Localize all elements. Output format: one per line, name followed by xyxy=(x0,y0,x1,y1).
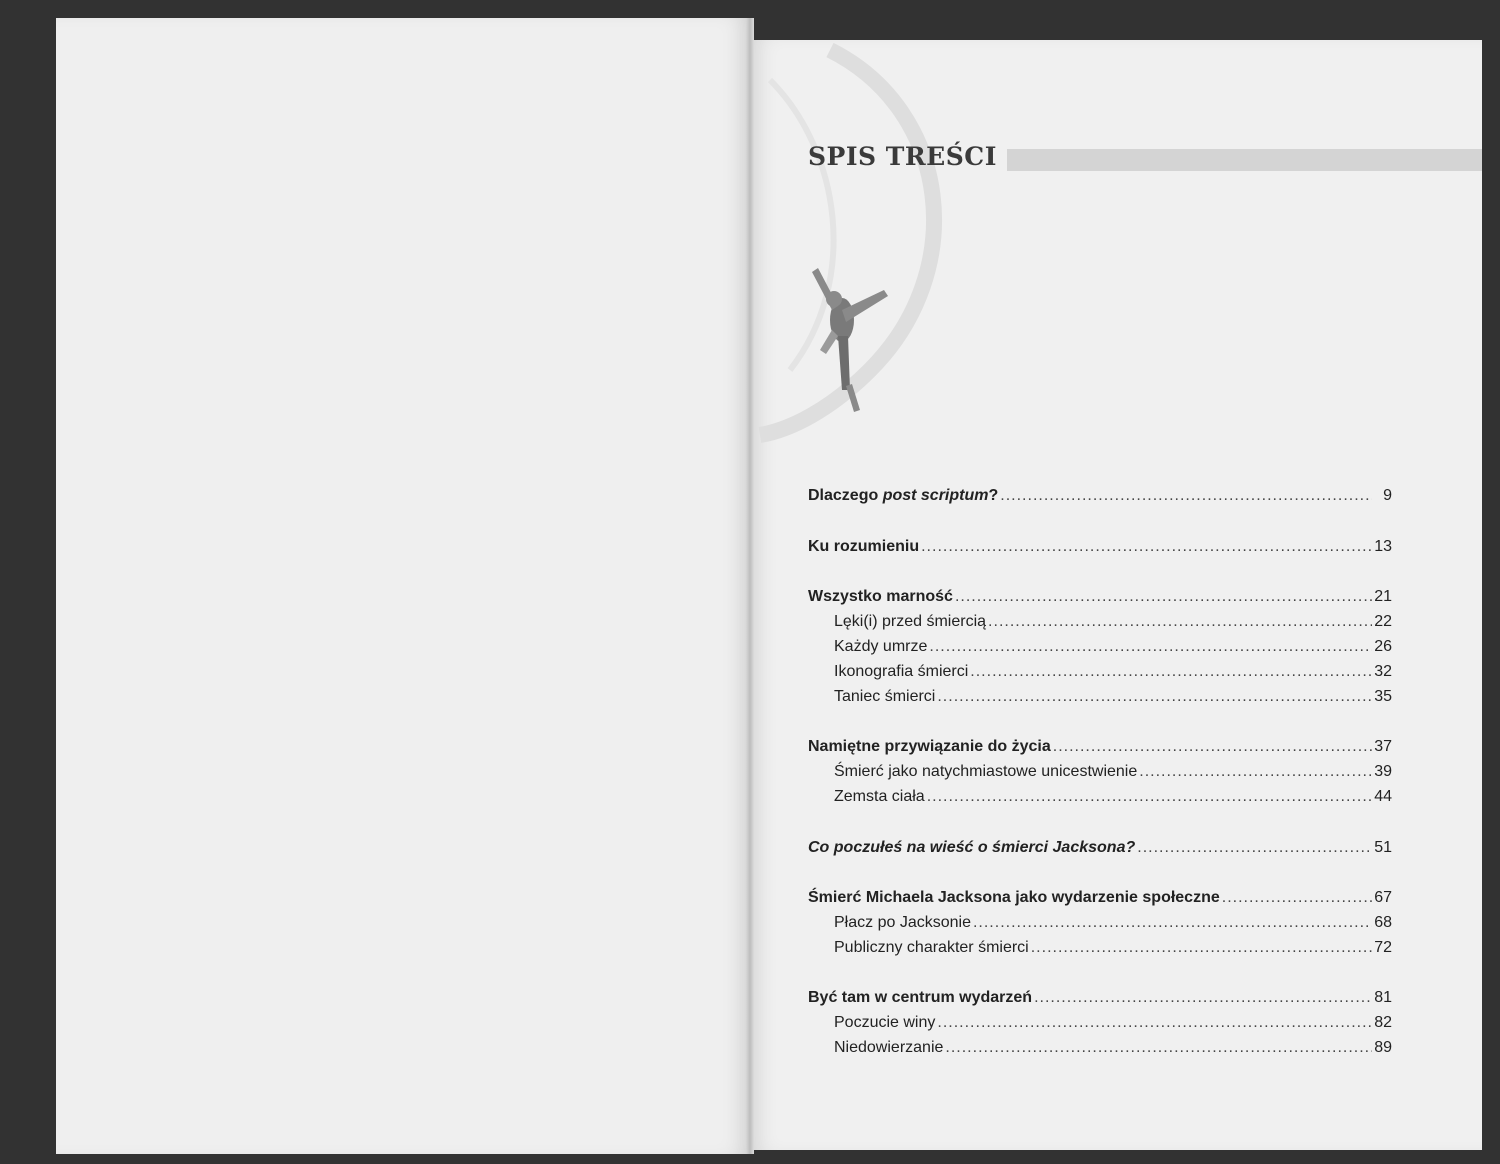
toc-subentry xyxy=(834,760,1392,784)
toc-entry-page: 37 xyxy=(1374,738,1392,755)
leader-dots xyxy=(1137,836,1372,860)
leader-dots xyxy=(937,1011,1372,1035)
leader-dots xyxy=(1034,986,1372,1010)
toc-subentry xyxy=(834,911,1392,935)
toc-entry-page: 72 xyxy=(1374,939,1392,956)
toc-entry xyxy=(808,735,1392,759)
toc-entry-page: 13 xyxy=(1374,538,1392,555)
toc-entry-page: 26 xyxy=(1374,638,1392,655)
toc-entry-page: 35 xyxy=(1374,688,1392,705)
toc-entry-title: Namiętne przywiązanie do życia xyxy=(808,738,1051,755)
toc-subentry xyxy=(834,610,1392,634)
toc-entry-page: 22 xyxy=(1374,613,1392,630)
page-title: SPIS TREŚCI xyxy=(808,142,997,171)
toc-subentry xyxy=(834,660,1392,684)
left-blank-page xyxy=(56,18,750,1154)
toc-entry-title: Dlaczego post scriptum? xyxy=(808,487,999,504)
leader-dots xyxy=(929,635,1372,659)
toc-entry-page: 82 xyxy=(1374,1014,1392,1031)
dancer-arc-illustration xyxy=(750,40,1010,480)
toc-entry-title: Być tam w centrum wydarzeń xyxy=(808,989,1033,1006)
toc-subentry xyxy=(834,1036,1392,1060)
toc-entry-page: 39 xyxy=(1374,763,1392,780)
toc-entry-title: Każdy umrze xyxy=(834,638,928,655)
toc-entry-title: Lęki(i) przed śmiercią xyxy=(834,613,987,630)
toc-subentry xyxy=(834,635,1392,659)
leader-dots xyxy=(988,610,1372,634)
dancer-figure xyxy=(812,268,888,412)
leader-dots xyxy=(970,660,1372,684)
toc-entry-page: 81 xyxy=(1374,989,1392,1006)
toc-entry-title: Śmierć Michaela Jacksona jako wydarzenie społeczne xyxy=(808,889,1220,906)
toc-entry-title: Ku rozumieniu xyxy=(808,538,920,555)
leader-dots xyxy=(1031,936,1372,960)
toc-entry-title: Niedowierzanie xyxy=(834,1039,944,1056)
leader-dots xyxy=(921,535,1372,559)
toc-subentry xyxy=(834,936,1392,960)
toc-entry-page: 51 xyxy=(1374,839,1392,856)
toc-entry-page: 89 xyxy=(1374,1039,1392,1056)
toc-entry-title: Wszystko marność xyxy=(808,588,953,605)
leader-dots xyxy=(1053,735,1372,759)
toc-entry-title: Co poczułeś na wieść o śmierci Jacksona? xyxy=(808,839,1136,856)
toc-entry-title: Śmierć jako natychmiastowe unicestwienie xyxy=(834,763,1138,780)
toc-entry-title: Publiczny charakter śmierci xyxy=(834,939,1029,956)
toc-entry-page: 32 xyxy=(1374,663,1392,680)
toc-entry-page: 67 xyxy=(1374,889,1392,906)
toc-entry-title: Poczucie winy xyxy=(834,1014,936,1031)
toc-entry-page: 9 xyxy=(1383,487,1392,504)
toc-entry xyxy=(808,886,1392,910)
toc-entry xyxy=(808,585,1392,609)
leader-dots xyxy=(937,685,1372,709)
leader-dots xyxy=(927,785,1372,809)
toc-entry-title: Taniec śmierci xyxy=(834,688,936,705)
toc-entry-title: Ikonografia śmierci xyxy=(834,663,969,680)
toc-entry xyxy=(808,484,1392,508)
title-bar-decoration xyxy=(1007,149,1482,171)
leader-dots xyxy=(1000,484,1372,508)
leader-dots xyxy=(1222,886,1372,910)
toc-entry xyxy=(808,535,1392,559)
toc-entry-page: 68 xyxy=(1374,914,1392,931)
toc-entry xyxy=(808,836,1392,860)
toc-entry xyxy=(808,986,1392,1010)
toc-subentry xyxy=(834,785,1392,809)
leader-dots xyxy=(1139,760,1372,784)
toc-subentry xyxy=(834,685,1392,709)
leader-dots xyxy=(973,911,1372,935)
leader-dots xyxy=(955,585,1372,609)
leader-dots xyxy=(945,1036,1372,1060)
toc-entry-title: Zemsta ciała xyxy=(834,788,925,805)
toc-subentry xyxy=(834,1011,1392,1035)
toc-entry-page: 21 xyxy=(1374,588,1392,605)
toc-entry-title: Płacz po Jacksonie xyxy=(834,914,971,931)
toc-entry-page: 44 xyxy=(1374,788,1392,805)
